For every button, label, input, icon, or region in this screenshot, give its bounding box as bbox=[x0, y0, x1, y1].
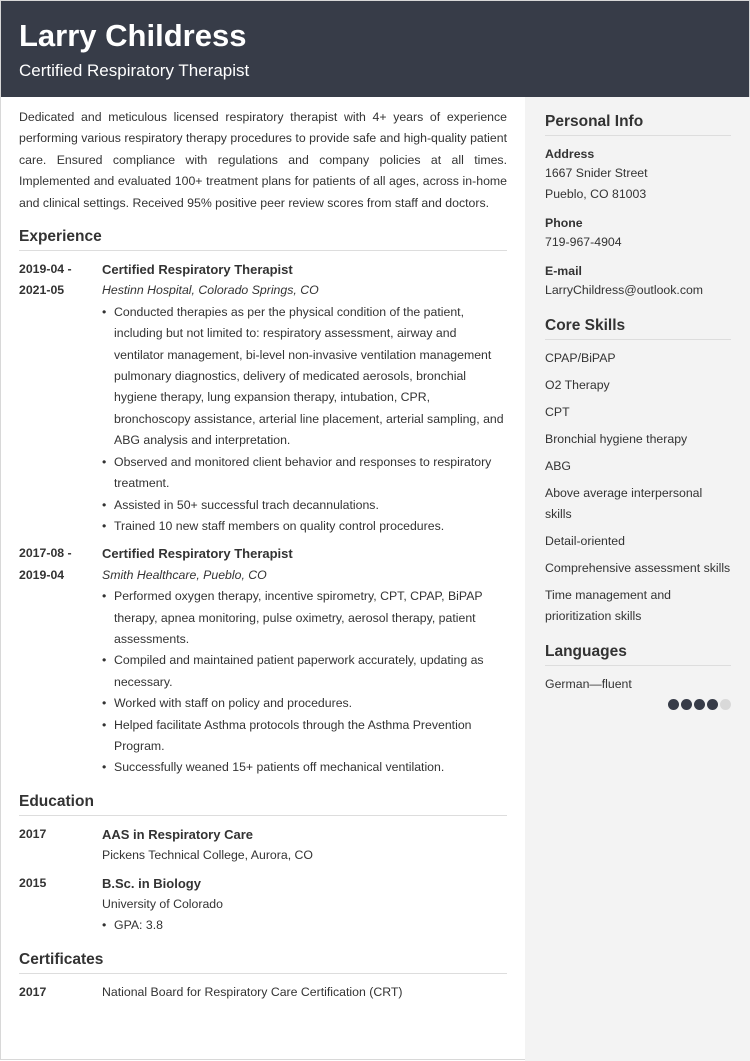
experience-entry bbox=[19, 543, 507, 778]
experience-list bbox=[19, 259, 507, 779]
skill-item: Comprehensive assessment skills bbox=[545, 561, 731, 575]
school: Pickens Technical College, Aurora, CO bbox=[102, 848, 313, 863]
bullet-item: • Observed and monitored client behavior and responses to respiratory treatment. bbox=[102, 452, 507, 495]
degree: B.Sc. in Biology bbox=[102, 875, 201, 891]
company: Smith Healthcare, Pueblo, CO bbox=[102, 567, 267, 582]
certificates-list bbox=[19, 982, 507, 1003]
language-level-dots bbox=[545, 699, 731, 710]
education-list bbox=[19, 824, 507, 937]
candidate-name: Larry Childress bbox=[19, 18, 247, 53]
entry-body bbox=[102, 259, 507, 537]
bullet-list bbox=[102, 586, 507, 779]
end-date: 2019-04 bbox=[19, 567, 65, 582]
education-year: 2017 bbox=[19, 826, 47, 841]
personal-info-heading: Personal Info bbox=[545, 113, 731, 136]
skill-item: ABG bbox=[545, 459, 571, 473]
certificates-heading: Certificates bbox=[19, 951, 507, 974]
start-date: 2019-04 - bbox=[19, 262, 72, 277]
skill-item: Detail-oriented bbox=[545, 534, 625, 548]
address-line-1: 1667 Snider Street bbox=[545, 166, 648, 180]
languages-heading: Languages bbox=[545, 643, 731, 666]
education-entry bbox=[19, 824, 507, 867]
skills-list bbox=[545, 348, 731, 627]
education-year: 2015 bbox=[19, 875, 47, 890]
skill-item: Time management and prioritization skills bbox=[545, 588, 671, 623]
date-range bbox=[19, 259, 102, 537]
skill-item: O2 Therapy bbox=[545, 378, 610, 392]
job-title: Certified Respiratory Therapist bbox=[102, 546, 293, 562]
bullet-list bbox=[102, 915, 507, 936]
job-title: Certified Respiratory Therapist bbox=[102, 262, 293, 278]
email-label: E-mail bbox=[545, 264, 582, 278]
bullet-list bbox=[102, 302, 507, 537]
date-range bbox=[19, 543, 102, 778]
education-entry bbox=[19, 873, 507, 937]
school: University of Colorado bbox=[102, 897, 223, 911]
bullet-item: • Conducted therapies as per the physical condition of the patient, including but not limited to: respiratory assessment, airway and ventilator management, bi-level non-invasive ventilation management pulmonary diagnostics, delivery of medicated aerosols, bronchial hygiene therapy, lung expansion therapy, intubation, CPR, bronchoscopy assistance, arterial line placement, arterial sampling, and ABG analysis and interpretation. bbox=[102, 302, 507, 452]
certificate-year: 2017 bbox=[19, 984, 47, 999]
certificate-name: National Board for Respiratory Care Certification (CRT) bbox=[102, 984, 403, 999]
experience-heading: Experience bbox=[19, 228, 507, 251]
skill-item: CPAP/BiPAP bbox=[545, 351, 616, 365]
language-name: German—fluent bbox=[545, 677, 632, 691]
address-line-2: Pueblo, CO 81003 bbox=[545, 187, 647, 201]
bullet-item: • Compiled and maintained patient paperwork accurately, updating as necessary. bbox=[102, 650, 507, 693]
bullet-item: • Worked with staff on policy and procedures. bbox=[102, 693, 507, 714]
bullet-item: • Successfully weaned 15+ patients off mechanical ventilation. bbox=[102, 757, 507, 778]
email-value: LarryChildress@outlook.com bbox=[545, 283, 704, 297]
level-dot bbox=[681, 699, 692, 710]
level-dot bbox=[720, 699, 731, 710]
skill-item: Bronchial hygiene therapy bbox=[545, 432, 688, 446]
bullet-item: • Trained 10 new staff members on quality control procedures. bbox=[102, 516, 507, 537]
end-date: 2021-05 bbox=[19, 283, 65, 298]
entry-body bbox=[102, 543, 507, 778]
languages-list bbox=[545, 674, 731, 710]
education-heading: Education bbox=[19, 793, 507, 816]
bullet-item: • Performed oxygen therapy, incentive spirometry, CPT, CPAP, BiPAP therapy, apnea monitoring, pulse oximetry, aerosol therapy, patient assessments. bbox=[102, 586, 507, 650]
company: Hestinn Hospital, Colorado Springs, CO bbox=[102, 283, 319, 298]
phone-label: Phone bbox=[545, 216, 583, 230]
degree: AAS in Respiratory Care bbox=[102, 826, 253, 842]
bullet-item: • Helped facilitate Asthma protocols through the Asthma Prevention Program. bbox=[102, 715, 507, 758]
candidate-title: Certified Respiratory Therapist bbox=[19, 61, 250, 80]
address-label: Address bbox=[545, 147, 595, 161]
skill-item: CPT bbox=[545, 405, 570, 419]
phone-value: 719-967-4904 bbox=[545, 235, 622, 249]
level-dot bbox=[707, 699, 718, 710]
experience-entry bbox=[19, 259, 507, 537]
level-dot bbox=[668, 699, 679, 710]
skill-item: Above average interpersonal skills bbox=[545, 486, 703, 521]
level-dot bbox=[694, 699, 705, 710]
start-date: 2017-08 - bbox=[19, 546, 72, 561]
sidebar bbox=[525, 97, 750, 1061]
bullet-item: • GPA: 3.8 bbox=[102, 915, 507, 936]
summary: Dedicated and meticulous licensed respiratory therapist with 4+ years of experience performing various respiratory therapy procedures to provide safe and high-quality patient care. Ensured compliance with regulations and company policies at all times. Implemented and evaluated 100+ treatment plans for patients of all ages, across in-home and clinical settings. Received 95% positive peer review scores from staff and doctors. bbox=[19, 110, 507, 210]
entry-body bbox=[102, 824, 507, 867]
bullet-item: • Assisted in 50+ successful trach decannulations. bbox=[102, 495, 507, 516]
skills-heading: Core Skills bbox=[545, 317, 731, 340]
certificate-entry bbox=[19, 982, 507, 1003]
main-column bbox=[19, 97, 507, 1009]
resume-header bbox=[1, 1, 749, 97]
entry-body bbox=[102, 873, 507, 937]
